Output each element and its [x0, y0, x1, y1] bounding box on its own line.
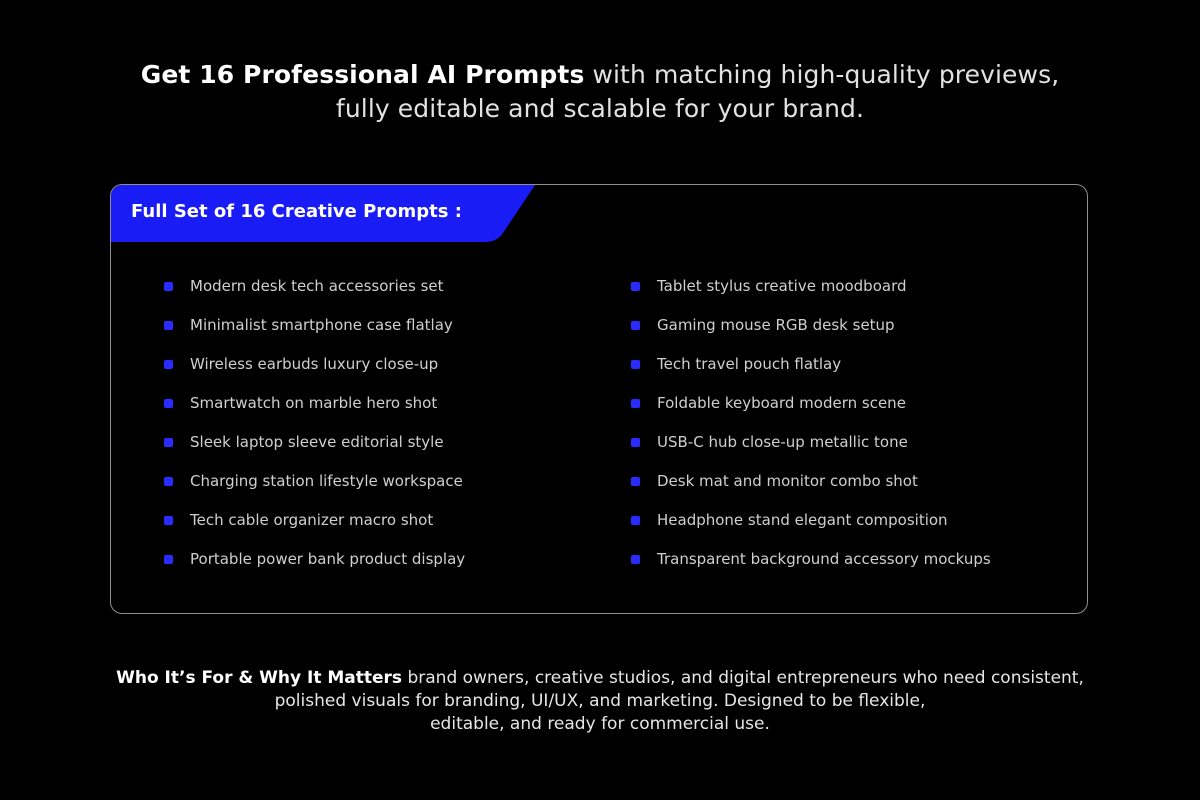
list-item-label: Tech travel pouch flatlay: [657, 355, 842, 373]
list-item-label: Tech cable organizer macro shot: [190, 511, 434, 529]
list-item-label: Gaming mouse RGB desk setup: [657, 316, 895, 334]
bullet-icon: [164, 438, 173, 447]
headline-light: with matching high-quality previews,: [592, 60, 1060, 89]
list-item-label: Desk mat and monitor combo shot: [657, 472, 918, 490]
headline: [0, 58, 1200, 126]
list-item-label: Foldable keyboard modern scene: [657, 394, 906, 412]
list-item-label: Portable power bank product display: [190, 550, 466, 568]
list-item-label: Charging station lifestyle workspace: [190, 472, 463, 490]
list-item-label: Wireless earbuds luxury close-up: [190, 355, 439, 373]
footer-line-1-rest: brand owners, creative studios, and digital entrepreneurs who need consistent,: [407, 668, 1084, 688]
bullet-icon: [631, 555, 640, 564]
prompts-card: [110, 184, 1088, 614]
bullet-icon: [164, 555, 173, 564]
bullet-icon: [164, 399, 173, 408]
bullet-icon: [631, 282, 640, 291]
footer-line-1: [0, 667, 1200, 690]
bullet-icon: [164, 516, 173, 525]
footer-description: [0, 667, 1200, 736]
bullet-icon: [631, 399, 640, 408]
card-title-tab: [111, 185, 535, 242]
footer-bold: Who It’s For & Why It Matters: [116, 668, 403, 688]
footer-line-3: editable, and ready for commercial use.: [430, 714, 770, 734]
card-title: Full Set of 16 Creative Prompts :: [131, 201, 462, 222]
footer-line-2: polished visuals for branding, UI/UX, and marketing. Designed to be flexible,: [274, 691, 926, 711]
list-item-label: Sleek laptop sleeve editorial style: [190, 433, 444, 451]
bullet-icon: [164, 477, 173, 486]
bullet-icon: [164, 282, 173, 291]
bullet-icon: [631, 516, 640, 525]
headline-line-1: [0, 58, 1200, 92]
bullet-icon: [631, 438, 640, 447]
list-item-label: Headphone stand elegant composition: [657, 511, 948, 529]
bullet-icon: [631, 477, 640, 486]
headline-bold: Get 16 Professional AI Prompts: [140, 60, 585, 89]
list-item-label: USB-C hub close-up metallic tone: [657, 433, 908, 451]
bullet-icon: [631, 360, 640, 369]
bullet-icon: [164, 321, 173, 330]
list-item-label: Minimalist smartphone case flatlay: [190, 316, 453, 334]
list-item-label: Modern desk tech accessories set: [190, 277, 444, 295]
list-item-label: Tablet stylus creative moodboard: [657, 277, 907, 295]
headline-line-2: fully editable and scalable for your brand.: [335, 94, 865, 123]
list-item-label: Smartwatch on marble hero shot: [190, 394, 438, 412]
list-item-label: Transparent background accessory mockups: [657, 550, 991, 568]
bullet-icon: [631, 321, 640, 330]
bullet-icon: [164, 360, 173, 369]
